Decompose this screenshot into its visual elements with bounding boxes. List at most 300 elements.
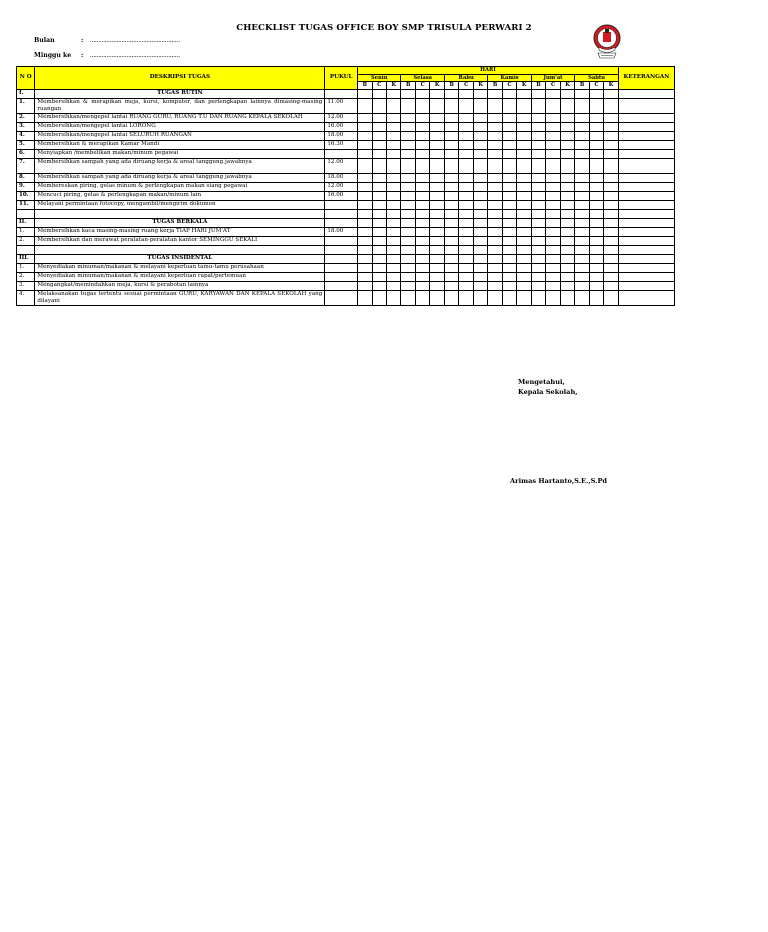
blank-check-cell <box>589 245 603 254</box>
task-check-cell <box>386 227 400 236</box>
section-check-cell <box>604 89 619 98</box>
task-check-cell <box>604 122 619 131</box>
task-check-cell <box>517 191 531 200</box>
task-check-cell <box>575 272 589 281</box>
section-row-berkala <box>17 218 675 227</box>
task-check-cell <box>444 98 458 113</box>
section-check-cell <box>459 89 473 98</box>
task-keterangan-cell <box>618 131 674 140</box>
task-check-cell <box>386 182 400 191</box>
section-check-cell <box>386 89 400 98</box>
task-check-cell <box>589 182 603 191</box>
task-check-cell <box>531 158 545 173</box>
task-check-cell <box>488 227 502 236</box>
checklist-table <box>16 66 675 306</box>
task-check-cell <box>517 173 531 182</box>
task-check-cell <box>589 290 603 305</box>
task-check-cell <box>502 113 516 122</box>
task-check-cell <box>517 158 531 173</box>
header-day: Jum'at <box>531 74 574 82</box>
task-check-cell <box>386 113 400 122</box>
task-check-cell <box>430 173 444 182</box>
task-check-cell <box>502 191 516 200</box>
document-title: CHECKLIST TUGAS OFFICE BOY SMP TRISULA PERWARI 2 <box>236 23 532 33</box>
task-check-cell <box>589 131 603 140</box>
task-check-cell <box>560 158 574 173</box>
task-check-cell <box>401 182 415 191</box>
kepala-sekolah-label: Kepala Sekolah, <box>518 388 578 396</box>
task-check-cell <box>560 140 574 149</box>
header-day: Senin <box>358 74 401 82</box>
task-time: 12.00 <box>325 182 358 191</box>
task-check-cell <box>401 236 415 245</box>
task-check-cell <box>589 173 603 182</box>
blank-check-cell <box>604 209 619 218</box>
task-row <box>17 263 675 272</box>
task-check-cell <box>386 281 400 290</box>
task-check-cell <box>473 263 487 272</box>
blank-keterangan-cell <box>618 245 674 254</box>
blank-check-cell <box>502 209 516 218</box>
blank-check-cell <box>444 209 458 218</box>
section-check-cell <box>401 89 415 98</box>
task-check-cell <box>546 173 560 182</box>
section-check-cell <box>575 254 589 263</box>
task-time: 12.00 <box>325 158 358 173</box>
task-check-cell <box>415 263 429 272</box>
task-check-cell <box>502 200 516 209</box>
task-description: Melayani permintaan fotocopy, mengambil/mengirim dokumen <box>35 200 325 209</box>
section-check-cell <box>488 89 502 98</box>
header-hari: HARI <box>358 67 619 75</box>
section-keterangan-cell <box>618 89 674 98</box>
task-row <box>17 98 675 113</box>
task-number: 9. <box>17 182 35 191</box>
task-check-cell <box>358 263 372 272</box>
task-check-cell <box>517 272 531 281</box>
task-row <box>17 227 675 236</box>
task-number: 2. <box>17 113 35 122</box>
task-check-cell <box>372 173 386 182</box>
blank-check-cell <box>372 209 386 218</box>
signatory-name: Arimas Hartanto,S.E.,S.Pd <box>510 477 608 485</box>
task-check-cell <box>575 290 589 305</box>
blank-check-cell <box>415 245 429 254</box>
task-check-cell <box>604 131 619 140</box>
task-check-cell <box>473 149 487 158</box>
task-description: Membersihkan sampah yang ada diruang kerja & areal tanggung jawabnya <box>35 158 325 173</box>
task-check-cell <box>372 140 386 149</box>
section-check-cell <box>546 254 560 263</box>
task-check-cell <box>459 131 473 140</box>
minggu-colon: : <box>81 52 84 59</box>
task-check-cell <box>517 149 531 158</box>
section-pukul-cell <box>325 89 358 98</box>
task-description: Menyiapkan /membelikan makan/minum pegawai <box>35 149 325 158</box>
header-bck: K <box>517 82 531 90</box>
task-check-cell <box>575 98 589 113</box>
section-check-cell <box>415 254 429 263</box>
task-check-cell <box>459 140 473 149</box>
task-check-cell <box>415 98 429 113</box>
section-check-cell <box>560 254 574 263</box>
school-logo <box>592 23 622 61</box>
section-check-cell <box>358 218 372 227</box>
task-check-cell <box>502 98 516 113</box>
task-check-cell <box>444 131 458 140</box>
section-row-rutin <box>17 89 675 98</box>
blank-check-cell <box>604 245 619 254</box>
task-keterangan-cell <box>618 227 674 236</box>
task-keterangan-cell <box>618 290 674 305</box>
section-check-cell <box>502 89 516 98</box>
task-check-cell <box>459 98 473 113</box>
section-check-cell <box>589 254 603 263</box>
task-check-cell <box>546 200 560 209</box>
section-keterangan-cell <box>618 218 674 227</box>
header-bck: K <box>473 82 487 90</box>
task-check-cell <box>575 158 589 173</box>
task-check-cell <box>401 263 415 272</box>
task-check-cell <box>473 182 487 191</box>
task-check-cell <box>444 290 458 305</box>
task-check-cell <box>401 227 415 236</box>
task-row <box>17 131 675 140</box>
task-check-cell <box>560 200 574 209</box>
task-check-cell <box>401 122 415 131</box>
task-description: Membersihkan & merapikan meja, kursi, komputer, dan perlengkapan lainnya dimasing-masing ruangan <box>35 98 325 113</box>
task-check-cell <box>488 236 502 245</box>
task-check-cell <box>430 290 444 305</box>
task-check-cell <box>575 281 589 290</box>
task-check-cell <box>401 98 415 113</box>
task-check-cell <box>488 272 502 281</box>
task-check-cell <box>531 281 545 290</box>
task-check-cell <box>401 281 415 290</box>
task-description: Membersihkan & merapikan Kamar Mandi <box>35 140 325 149</box>
task-time: 11.00 <box>325 98 358 113</box>
header-bck: K <box>386 82 400 90</box>
task-time <box>325 263 358 272</box>
task-check-cell <box>546 191 560 200</box>
section-check-cell <box>517 254 531 263</box>
section-check-cell <box>488 254 502 263</box>
task-check-cell <box>386 272 400 281</box>
task-check-cell <box>502 122 516 131</box>
blank-check-cell <box>589 209 603 218</box>
section-check-cell <box>473 89 487 98</box>
header-deskripsi: DESKRIPSI TUGAS <box>35 67 325 90</box>
task-check-cell <box>473 173 487 182</box>
blank-check-cell <box>488 209 502 218</box>
section-check-cell <box>575 89 589 98</box>
task-row <box>17 149 675 158</box>
task-check-cell <box>386 236 400 245</box>
task-check-cell <box>517 200 531 209</box>
task-check-cell <box>415 191 429 200</box>
task-check-cell <box>488 140 502 149</box>
task-check-cell <box>604 200 619 209</box>
blank-row <box>17 245 675 254</box>
blank-check-cell <box>386 245 400 254</box>
task-check-cell <box>575 149 589 158</box>
blank-check-cell <box>415 209 429 218</box>
task-check-cell <box>415 236 429 245</box>
task-check-cell <box>604 140 619 149</box>
task-check-cell <box>546 272 560 281</box>
task-check-cell <box>430 182 444 191</box>
task-check-cell <box>589 122 603 131</box>
task-keterangan-cell <box>618 113 674 122</box>
task-keterangan-cell <box>618 140 674 149</box>
task-check-cell <box>444 158 458 173</box>
task-keterangan-cell <box>618 122 674 131</box>
task-check-cell <box>546 131 560 140</box>
header-pukul: PUKUL <box>325 67 358 90</box>
section-number: III. <box>17 254 35 263</box>
task-check-cell <box>401 173 415 182</box>
task-check-cell <box>459 263 473 272</box>
header-day: Kamis <box>488 74 531 82</box>
task-check-cell <box>575 191 589 200</box>
task-check-cell <box>531 122 545 131</box>
section-number: I. <box>17 89 35 98</box>
blank-no-cell <box>17 209 35 218</box>
section-check-cell <box>604 254 619 263</box>
task-number: 2. <box>17 272 35 281</box>
task-check-cell <box>473 290 487 305</box>
section-check-cell <box>430 218 444 227</box>
bulan-colon: : <box>81 37 84 44</box>
task-description: Membersihkan dan merawat peralatan-peralatan kantor SEMINGGU SEKALI <box>35 236 325 245</box>
section-check-cell <box>430 254 444 263</box>
task-row <box>17 122 675 131</box>
task-check-cell <box>415 149 429 158</box>
task-check-cell <box>531 113 545 122</box>
blank-check-cell <box>546 209 560 218</box>
task-check-cell <box>430 200 444 209</box>
section-pukul-cell <box>325 254 358 263</box>
task-check-cell <box>358 98 372 113</box>
section-title: TUGAS RUTIN <box>35 89 325 98</box>
task-time: 18.00 <box>325 131 358 140</box>
task-row <box>17 200 675 209</box>
task-check-cell <box>502 131 516 140</box>
section-row-insidental <box>17 254 675 263</box>
task-check-cell <box>415 290 429 305</box>
task-check-cell <box>358 236 372 245</box>
task-check-cell <box>358 227 372 236</box>
blank-check-cell <box>575 209 589 218</box>
task-check-cell <box>430 98 444 113</box>
task-check-cell <box>459 281 473 290</box>
task-check-cell <box>604 182 619 191</box>
task-number: 3. <box>17 122 35 131</box>
task-check-cell <box>531 149 545 158</box>
task-check-cell <box>358 122 372 131</box>
section-check-cell <box>517 218 531 227</box>
section-check-cell <box>575 218 589 227</box>
task-check-cell <box>604 191 619 200</box>
task-number: 5. <box>17 140 35 149</box>
task-check-cell <box>473 131 487 140</box>
task-check-cell <box>604 98 619 113</box>
task-check-cell <box>502 290 516 305</box>
task-row <box>17 272 675 281</box>
task-check-cell <box>372 122 386 131</box>
task-description: Melaksanakan tugas tertentu sesuai permintaan GURU, KARYAWAN DAN KEPALA SEKOLAH yang dilayani <box>35 290 325 305</box>
section-check-cell <box>372 89 386 98</box>
task-check-cell <box>473 272 487 281</box>
task-check-cell <box>415 272 429 281</box>
header-bck: C <box>415 82 429 90</box>
section-check-cell <box>502 254 516 263</box>
task-check-cell <box>415 122 429 131</box>
task-keterangan-cell <box>618 200 674 209</box>
task-check-cell <box>589 149 603 158</box>
task-check-cell <box>589 227 603 236</box>
minggu-label: Minggu ke <box>34 52 72 59</box>
approval-block <box>518 377 578 397</box>
task-check-cell <box>372 158 386 173</box>
blank-check-cell <box>546 245 560 254</box>
task-check-cell <box>372 263 386 272</box>
task-check-cell <box>401 158 415 173</box>
blank-check-cell <box>560 245 574 254</box>
task-check-cell <box>415 131 429 140</box>
section-check-cell <box>517 89 531 98</box>
task-check-cell <box>488 98 502 113</box>
task-check-cell <box>358 113 372 122</box>
task-check-cell <box>575 131 589 140</box>
task-time <box>325 236 358 245</box>
task-row <box>17 173 675 182</box>
blank-keterangan-cell <box>618 209 674 218</box>
section-check-cell <box>560 89 574 98</box>
task-check-cell <box>430 149 444 158</box>
task-check-cell <box>459 113 473 122</box>
task-check-cell <box>575 173 589 182</box>
mengetahui-label: Mengetahui, <box>518 378 565 386</box>
task-check-cell <box>444 263 458 272</box>
bulan-row <box>34 37 180 44</box>
task-row <box>17 158 675 173</box>
section-check-cell <box>386 218 400 227</box>
task-row <box>17 191 675 200</box>
blank-check-cell <box>517 209 531 218</box>
header-bck: B <box>401 82 415 90</box>
header-bck: C <box>546 82 560 90</box>
task-keterangan-cell <box>618 263 674 272</box>
blank-check-cell <box>575 245 589 254</box>
blank-pukul-cell <box>325 245 358 254</box>
task-check-cell <box>430 122 444 131</box>
section-check-cell <box>531 254 545 263</box>
task-description: Menyediakan minuman/makanan & melayani keperluan tamu-tamu perusahaan <box>35 263 325 272</box>
task-check-cell <box>372 281 386 290</box>
task-number: 1. <box>17 227 35 236</box>
task-check-cell <box>372 236 386 245</box>
blank-check-cell <box>401 209 415 218</box>
task-check-cell <box>401 200 415 209</box>
task-check-cell <box>517 182 531 191</box>
task-check-cell <box>517 227 531 236</box>
task-number: 3. <box>17 281 35 290</box>
task-check-cell <box>531 200 545 209</box>
task-check-cell <box>358 149 372 158</box>
task-keterangan-cell <box>618 158 674 173</box>
task-check-cell <box>444 140 458 149</box>
task-check-cell <box>401 140 415 149</box>
task-check-cell <box>502 173 516 182</box>
blank-check-cell <box>401 245 415 254</box>
task-row <box>17 113 675 122</box>
task-check-cell <box>589 98 603 113</box>
section-check-cell <box>473 254 487 263</box>
task-check-cell <box>444 182 458 191</box>
task-check-cell <box>589 200 603 209</box>
task-check-cell <box>502 182 516 191</box>
header-bck: B <box>358 82 372 90</box>
section-title: TUGAS INSIDENTAL <box>35 254 325 263</box>
task-check-cell <box>560 227 574 236</box>
task-description: Mengangkat/memindahkan meja, kursi & perabotan lainnya <box>35 281 325 290</box>
task-description: Menyediakan minuman/makanan & melayani keperluan rapat/pertemuan <box>35 272 325 281</box>
task-row <box>17 236 675 245</box>
section-check-cell <box>531 218 545 227</box>
task-number: 4. <box>17 131 35 140</box>
task-check-cell <box>358 200 372 209</box>
section-check-cell <box>415 218 429 227</box>
minggu-row <box>34 52 180 59</box>
task-keterangan-cell <box>618 281 674 290</box>
task-check-cell <box>459 200 473 209</box>
section-check-cell <box>459 254 473 263</box>
task-number: 10. <box>17 191 35 200</box>
task-check-cell <box>459 149 473 158</box>
header-bck: C <box>502 82 516 90</box>
task-row <box>17 140 675 149</box>
task-check-cell <box>531 98 545 113</box>
task-check-cell <box>531 290 545 305</box>
blank-check-cell <box>531 209 545 218</box>
task-check-cell <box>415 140 429 149</box>
task-check-cell <box>358 281 372 290</box>
section-check-cell <box>459 218 473 227</box>
blank-pukul-cell <box>325 209 358 218</box>
task-time: 16.00 <box>325 191 358 200</box>
task-check-cell <box>488 290 502 305</box>
task-check-cell <box>459 122 473 131</box>
task-check-cell <box>546 98 560 113</box>
task-check-cell <box>444 113 458 122</box>
task-number: 11. <box>17 200 35 209</box>
section-check-cell <box>372 254 386 263</box>
task-check-cell <box>546 227 560 236</box>
task-check-cell <box>372 272 386 281</box>
task-check-cell <box>473 98 487 113</box>
task-check-cell <box>415 227 429 236</box>
header-bck: K <box>604 82 619 90</box>
task-check-cell <box>444 227 458 236</box>
header-day: Rabu <box>444 74 487 82</box>
blank-row <box>17 209 675 218</box>
task-check-cell <box>560 98 574 113</box>
task-check-cell <box>459 191 473 200</box>
task-check-cell <box>358 140 372 149</box>
task-check-cell <box>358 272 372 281</box>
task-check-cell <box>372 149 386 158</box>
